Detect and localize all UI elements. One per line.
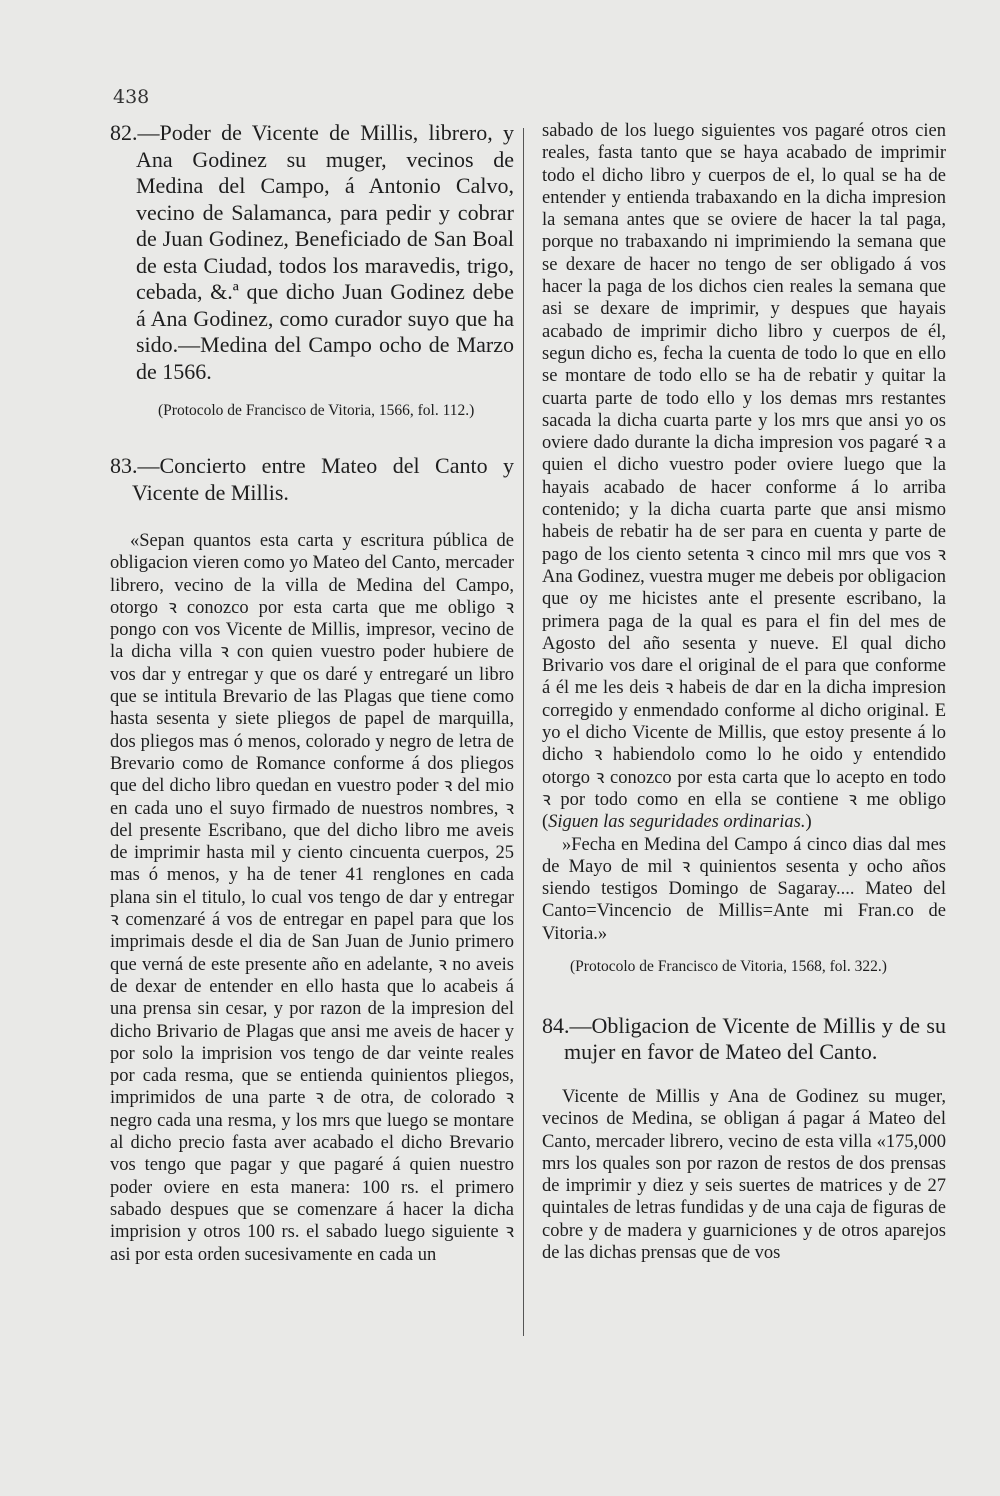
fecha-paragraph: »Fecha en Medina del Campo á cinco dias dal mes de Mayo de mil ꝛ quinientos sesenta y ocho años siendo testigos Domingo de Sagaray.... Mateo del Canto=Vincencio de Millis=Ante mi Fran.co de Vitoria.» bbox=[542, 834, 946, 944]
heading-84: 84.—Obligacion de Vicente de Millis y de su mujer en favor de Mateo del Canto. bbox=[542, 1012, 946, 1065]
source-note-82: (Protocolo de Francisco de Vitoria, 1566, fol. 112.) bbox=[158, 402, 475, 419]
page-number: 438 bbox=[113, 86, 150, 108]
body-83-close: ) bbox=[805, 812, 812, 833]
source-note-83: (Protocolo de Francisco de Vitoria, 1568, fol. 322.) bbox=[570, 957, 887, 975]
left-column bbox=[110, 120, 514, 1266]
italic-note: Siguen las seguridades ordinarias. bbox=[548, 812, 806, 833]
right-column bbox=[542, 120, 946, 1264]
body-83: «Sepan quantos esta carta y escritura pública de obligacion vieren como yo Mateo del Canto, mercader librero, vecino de la villa de Medina del Campo, otorgo ꝛ conozco por esta carta que me obligo ꝛ pongo con vos Vicente de Millis, impresor, vecino de la dicha villa ꝛ con quien vuestro poder hubiere de vos dar y entregar y que os daré y entregaré un libro que se intitula Brevario de las Plagas que tiene como hasta sesenta y siete pliegos de papel de marquilla, dos pliegos mas ó menos, colorado y negro de letra de Brevario como de Romance conforme á dos pliegos que del dicho libro quedan en vuestro poder ꝛ del mio en cada uno el suyo firmado de nuestros nombres, ꝛ del presente Escribano, que del dicho libro me aveis de imprimir hasta mil y ciento cincuenta cuerpos, 25 mas ó menos, y ha de tener 41 renglones en cada plana sin el titulo, lo cual vos tengo de dar y entregar ꝛ comenzaré á vos de entregar en papel para que los imprimais desde el dia de San Juan de Junio primero que verná de este presente año en adelante, ꝛ no aveis de dexar de entender en ello hasta que lo acabeis á una prensa sin cesar, y por razon de la impresion del dicho Brivario de Plagas que ansi me aveis de hacer y por solo la imprision vos tengo de dar veinte reales por cada resma, que se entienda quinientos pliegos, imprimidos de una parte ꝛ de otra, de colorado ꝛ negro cada una resma, y los mrs que luego se montare al dicho precio fasta aver acabado el dicho Brevario vos tengo que pagar y que pagaré á quien nuestro poder oviere en esta manera: 100 rs. el primero sabado despues que se comenzare á hacer la dicha imprision y otros 100 rs. el sabado luego siguiente ꝛ asi por esta orden sucesivamente en cada un bbox=[110, 531, 514, 1265]
entry-82: 82.—Poder de Vicente de Millis, librero, y Ana Godinez su muger, vecinos de Medina del Campo, á Antonio Calvo, vecino de Salamanca, para pedir y cobrar de Juan Godinez, Beneficiado de San Boal de esta Ciudad, todos los maravedis, trigo, cebada, &.ª que dicho Juan Godinez debe á Ana Godinez, como curador suyo que ha sido.—Medina del Campo ocho de Marzo de 1566. bbox=[110, 120, 514, 384]
body-83-continued-text: sabado de los luego siguientes vos pagaré otros cien reales, fasta tanto que se haya acabado de imprimir todo el dicho libro y cuerpos de el, lo qual se ha de entender y entienda trabaxando en la dicha impresion la semana antes que se oviere de hacer la tal paga, porque no trabaxando ni imprimiendo la semana que se dexare de hacer no tengo de ser obligado á vos hacer la paga de los dichos cien reales la semana que asi se dexare de imprimir, y despues que hayais acabado de imprimir dicho libro y cuerpos de él, segun dicho es, fecha la cuenta de todo lo que en ello se montare de todo ello se ha de rebatir y quitar la cuarta parte de todo ello y los demas mrs restantes sacada la dicha cuarta parte y los mrs que ansi yo os oviere dado durante la dicha impresion vos pagaré ꝛ a quien el dicho vuestro poder oviere luego que la hayais acabado de hacer conforme á lo arriba contenido; y la dicha cuarta parte que ansi mismo habeis de rebatir ha de ser para en cuenta y parte de pago de los ciento setenta ꝛ cinco mil mrs que vos ꝛ Ana Godinez, vuestra muger me debeis por obligacion que oy me hicistes ante el presente escribano, la primera paga de la qual es para el fin del mes de Agosto del año sesenta y nueve. El qual dicho Brivario vos dare el original de el para que conforme á él me les deis ꝛ habeis de dar en la dicha impresion corregido y enmendado conforme al dicho original. E yo el dicho Vicente de Millis, que estoy presente á lo dicho ꝛ habiendolo como lo he oido y entendido otorgo ꝛ conozco por esta carta que lo acepto en todo ꝛ por todo como en ella se contiene ꝛ me obligo ( bbox=[542, 121, 946, 833]
heading-83: 83.—Concierto entre Mateo del Canto y Vicente de Millis. bbox=[110, 453, 514, 505]
body-84: Vicente de Millis y Ana de Godinez su muger, vecinos de Medina, se obligan á pagar á Mateo del Canto, mercader librero, vecino de esta villa «175,000 mrs los quales son por razon de restos de dos prensas de imprimir y diez y seis suertes de matrices y de 27 quintales de letras fundidas y de una caja de figuras de cobre y de madera y guarniciones y de otros aparejos de las dichas prensas que de vos bbox=[542, 1086, 946, 1264]
column-divider bbox=[523, 128, 524, 1336]
body-83-continued bbox=[542, 120, 946, 834]
